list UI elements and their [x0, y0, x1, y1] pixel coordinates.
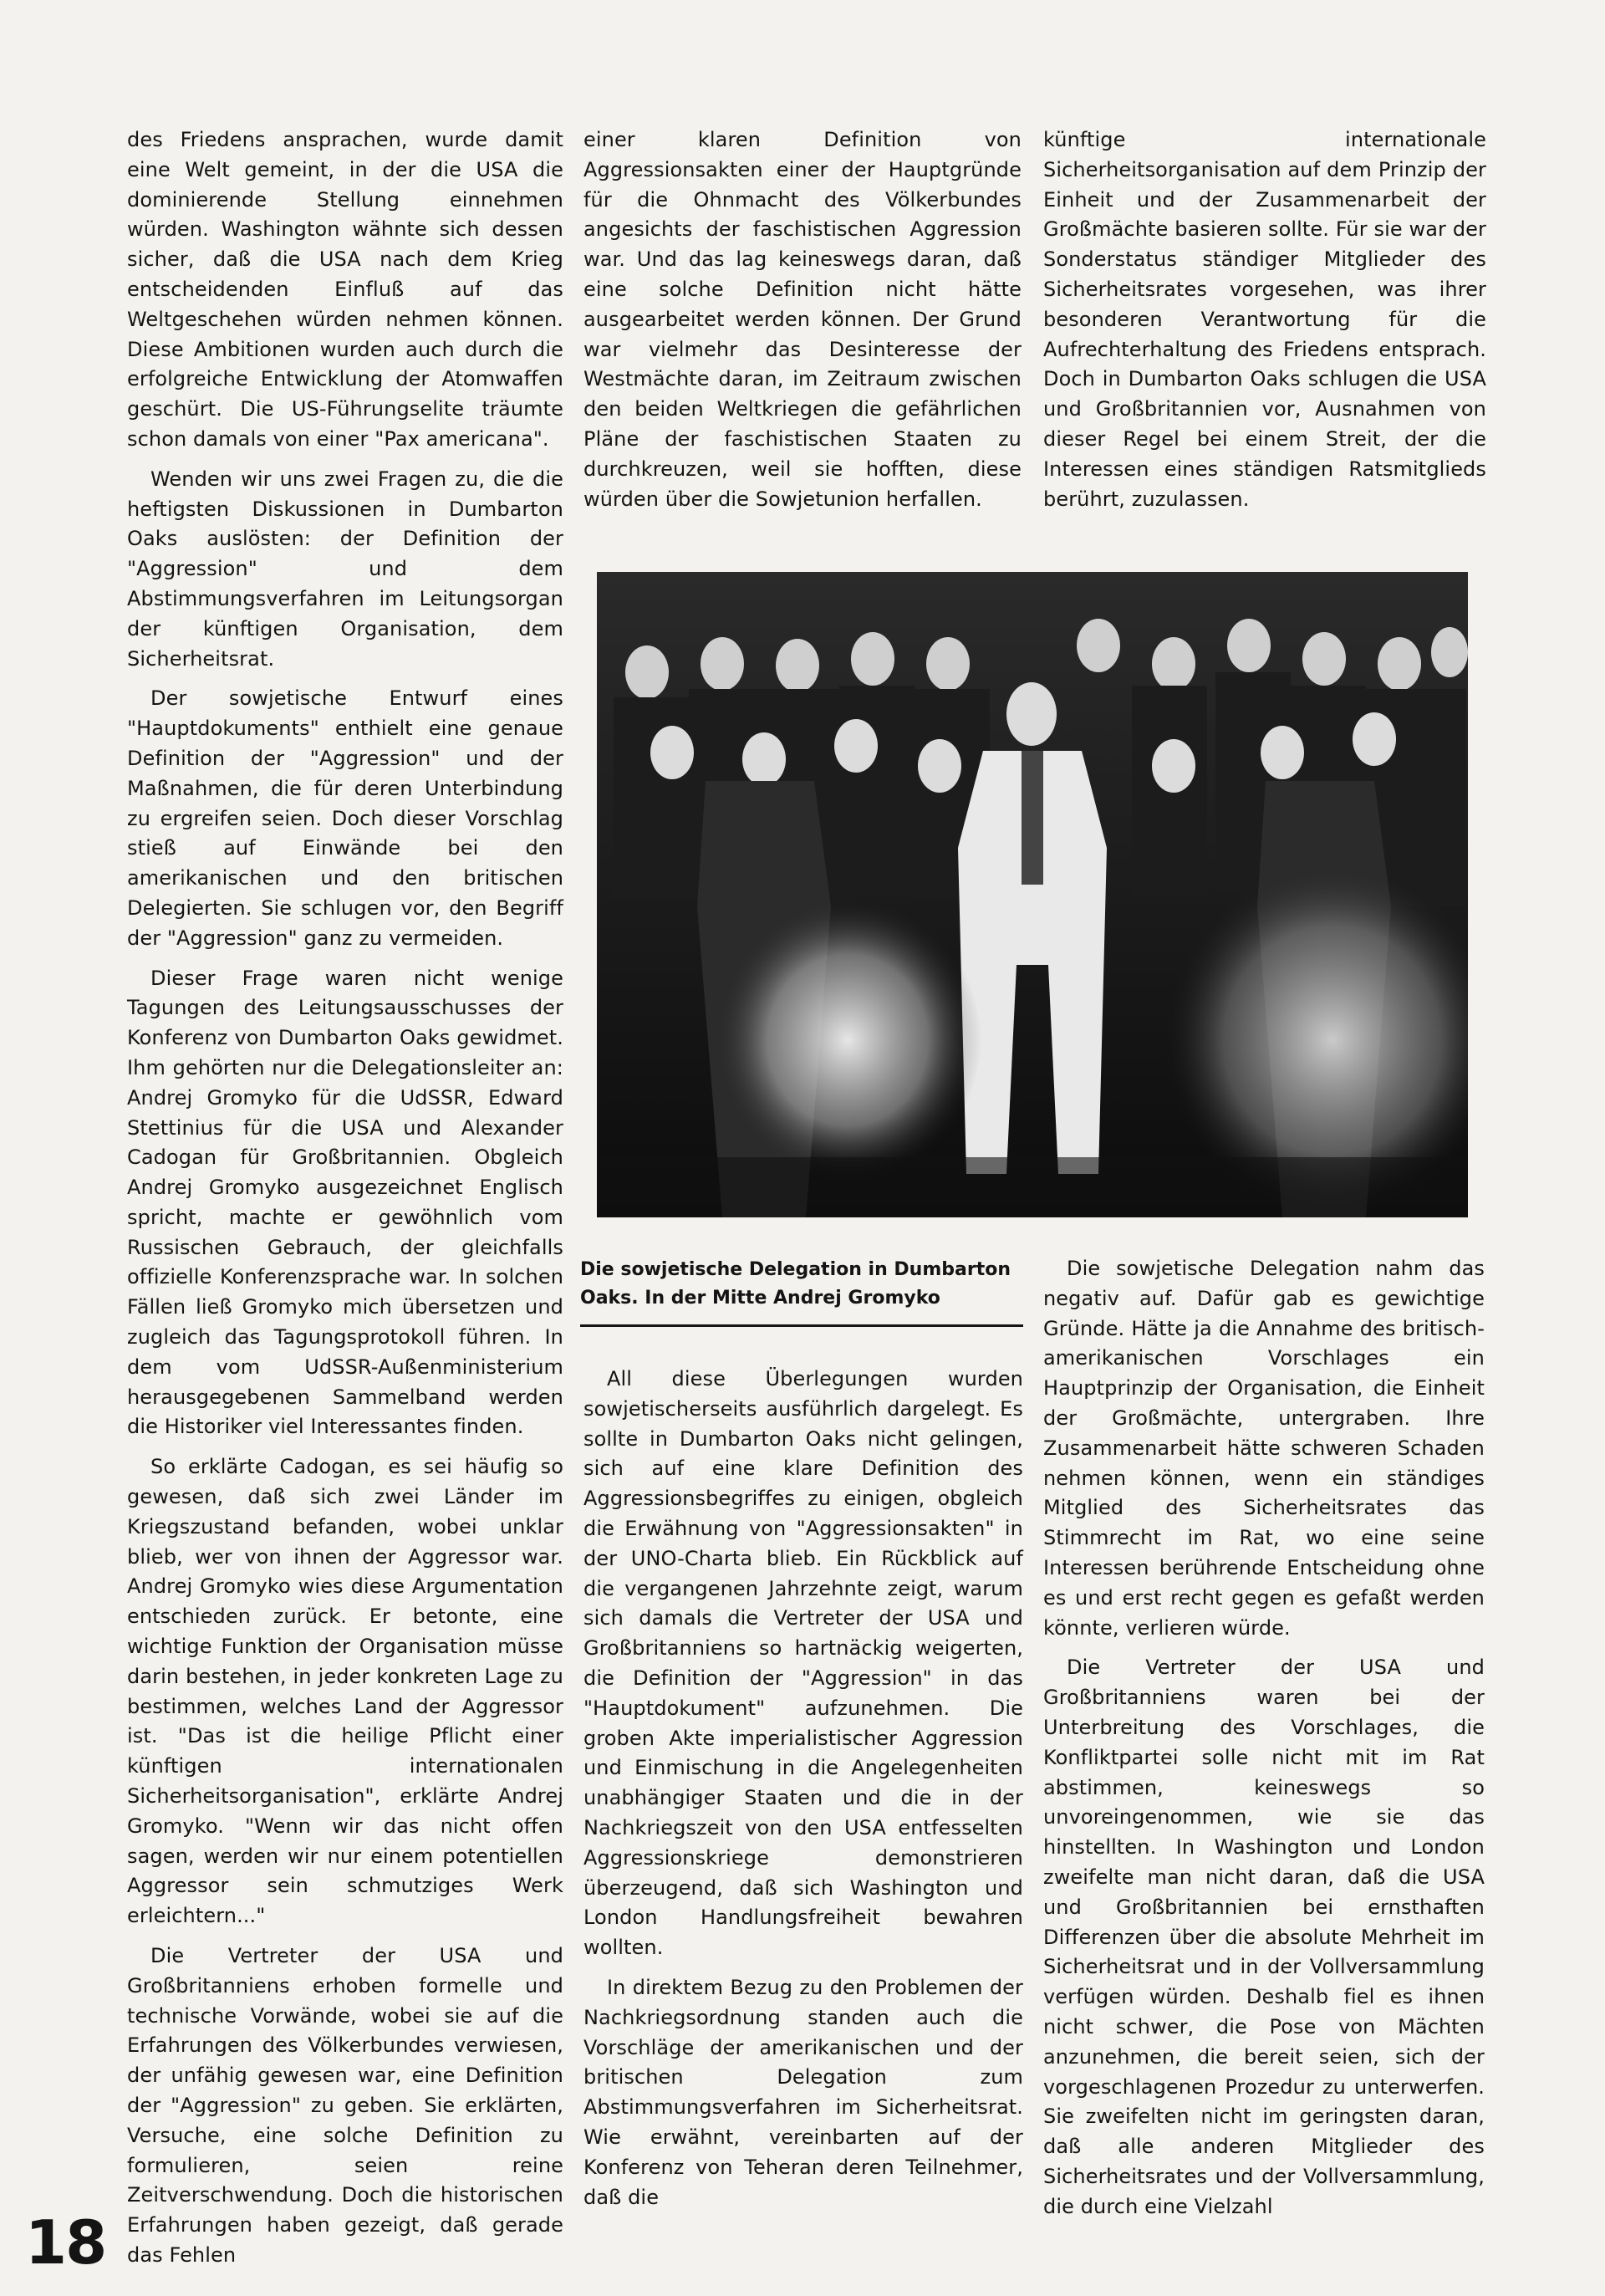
photo-caption: Die sowjetische Delegation in Dumbarton Oaks. In der Mitte Andrej Gromyko	[580, 1256, 1023, 1327]
delegation-photo	[597, 572, 1468, 1217]
paragraph: Die Vertreter der USA und Großbritanniens waren bei der Unterbreitung des Vorschlages, die Konfliktpartei solle nicht mit im Rat abstimmen, keineswegs so unvoreingenommen, wie sie das hinstellten. In Washington und London zweifelte man nicht daran, daß die USA und Großbritannien bei ernsthaften Differenzen über die absolute Mehrheit im Sicherheitsrat und in der Vollversammlung verfügen würden. Deshalb fiel es ihnen nicht schwer, die Pose von Mächten anzunehmen, die bereit seien, sich der vorgeschlagenen Prozedur zu unterwerfen. Sie zweifelten nicht im geringsten daran, daß alle anderen Mitglieder des Sicherheitsrates und der Vollversammlung, die durch eine Vielzahl	[1043, 1656, 1485, 2218]
paragraph: des Friedens ansprachen, wurde damit eine Welt gemeint, in der die USA die dominierende Stellung einnehmen würden. Washington wähnte sich dessen sicher, daß die USA nach dem Krieg entscheidenden Einfluß auf das Weltgeschehen würden nehmen können. Diese Ambitionen wurden auch durch die erfolgreiche Entwicklung der Atomwaffen geschürt. Die US-Führungselite träumte schon damals von einer "Pax americana".	[127, 128, 563, 451]
text-column-middle-top	[583, 125, 1022, 524]
paragraph: So erklärte Cadogan, es sei häufig so gewesen, daß sich zwei Länder im Kriegszustand befanden, wobei unklar blieb, wer von ihnen der Aggressor war. Andrej Gromyko wies diese Argumentation entschieden zurück. Er betonte, eine wichtige Funktion der Organisation müsse darin bestehen, in jeder konkreten Lage zu bestimmen, welches Land der Aggressor ist. "Das ist die heilige Pflicht einer künftigen internationalen Sicherheitsorganisation", erklärte Andrej Gromyko. "Wenn wir das nicht offen sagen, werden wir nur einem potentiellen Aggressor sein schmutziges Werk erleichtern..."	[127, 1455, 563, 1928]
text-column-middle-bottom	[583, 1365, 1023, 2222]
page-number: 18	[25, 2207, 106, 2278]
text-column-left	[127, 125, 563, 2281]
paragraph: Dieser Frage waren nicht wenige Tagungen des Leitungsausschusses der Konferenz von Dumbarton Oaks gewidmet. Ihm gehörten nur die Delegationsleiter an: Andrej Gromyko für die UdSSR, Edward Stettinius für die USA und Alexander Cadogan für Großbritannien. Obgleich Andrej Gromyko ausgezeichnet Englisch spricht, machte er gewöhnlich vom Russischen Gebrauch, der gleichfalls offizielle Konferenzsprache war. In solchen Fällen ließ Gromyko mich übersetzen und zugleich das Tagungsprotokoll führen. In dem vom UdSSR-Außenministerium herausgegebenen Sammelband werden die Historiker viel Interessantes finden.	[127, 966, 563, 1439]
paragraph: einer klaren Definition von Aggressionsakten einer der Hauptgründe für die Ohnmacht des Völkerbundes angesichts der faschistischen Aggression war. Und das lag keineswegs daran, daß eine solche Definition nicht hätte ausgearbeitet werden können. Der Grund war vielmehr das Desinteresse der Westmächte daran, im Zeitraum zwischen den beiden Weltkriegen die gefährlichen Pläne der faschistischen Staaten zu durchkreuzen, weil sie hofften, diese würden über die Sowjetunion herfallen.	[583, 128, 1022, 511]
text-column-right-bottom	[1043, 1254, 1485, 2232]
text-column-right-top	[1043, 125, 1486, 524]
paragraph: künftige internationale Sicherheitsorganisation auf dem Prinzip der Einheit und der Zusammenarbeit der Großmächte basieren sollte. Für sie war der Sonderstatus ständiger Mitglieder des Sicherheitsrates vorgesehen, was ihrer besonderen Verantwortung für die Aufrechterhaltung des Friedens entsprach. Doch in Dumbarton Oaks schlugen die USA und Großbritannien vor, Ausnahmen von dieser Regel bei einem Streit, der die Interessen eines ständigen Ratsmitglieds berührt, zuzulassen.	[1043, 128, 1486, 511]
paragraph: In direktem Bezug zu den Problemen der Nachkriegsordnung standen auch die Vorschläge der amerikanischen und der britischen Delegation zum Abstimmungsverfahren im Sicherheitsrat. Wie erwähnt, vereinbarten auf der Konferenz von Teheran deren Teilnehmer, daß die	[583, 1975, 1023, 2209]
paragraph: All diese Überlegungen wurden sowjetischerseits ausführlich dargelegt. Es sollte in Dumbarton Oaks nicht gelingen, sich auf eine klare Definition des Aggressionsbegriffes zu einigen, obgleich die Erwähnung von "Aggressionsakten" in der UNO-Charta blieb. Ein Rückblick auf die vergangenen Jahrzehnte zeigt, warum sich damals die Vertreter der USA und Großbritanniens so hartnäckig weigerten, die Definition der "Aggression" in das "Hauptdokument" aufzunehmen. Die groben Akte imperialistischer Aggression und Einmischung in die Angelegenheiten unabhängiger Staaten und die in der Nachkriegszeit von den USA entfesselten Aggressionskriege demonstrieren überzeugend, daß sich Washington und London Handlungsfreiheit bewahren wollten.	[583, 1367, 1023, 1960]
paragraph: Die sowjetische Delegation nahm das negativ auf. Dafür gab es gewichtige Gründe. Hätte ja die Annahme des britisch-amerikanischen Vorschlages ein Hauptprinzip der Organisation, die Einheit der Großmächte, untergraben. Ihre Zusammenarbeit hätte schweren Schaden nehmen können, wenn ein ständiges Mitglied des Sicherheitsrates das Stimmrecht im Rat, wo eine seine Interessen berührende Entscheidung ohne es und erst recht gegen es gefaßt werden könnte, verlieren würde.	[1043, 1257, 1485, 1640]
paragraph: Wenden wir uns zwei Fragen zu, die die heftigsten Diskussionen in Dumbarton Oaks auslösten: der Definition der "Aggression" und dem Abstimmungsverfahren im Leitungsorgan der künftigen Organisation, dem Sicherheitsrat.	[127, 467, 563, 671]
paragraph: Der sowjetische Entwurf eines "Hauptdokuments" enthielt eine genaue Definition der "Aggression" und der Maßnahmen, die für deren Unterbindung zu ergreifen seien. Doch dieser Vorschlag stieß auf Einwände bei den amerikanischen und den britischen Delegierten. Sie schlugen vor, den Begriff der "Aggression" ganz zu vermeiden.	[127, 686, 563, 950]
paragraph: Die Vertreter der USA und Großbritanniens erhoben formelle und technische Vorwände, wobei sie auf die Erfahrungen des Völkerbundes verwiesen, der unfähig gewesen war, eine Definition der "Aggression" zu geben. Sie erklärten, Versuche, eine solche Definition zu formulieren, seien reine Zeitverschwendung. Doch die historischen Erfahrungen haben gezeigt, daß gerade das Fehlen	[127, 1944, 563, 2267]
